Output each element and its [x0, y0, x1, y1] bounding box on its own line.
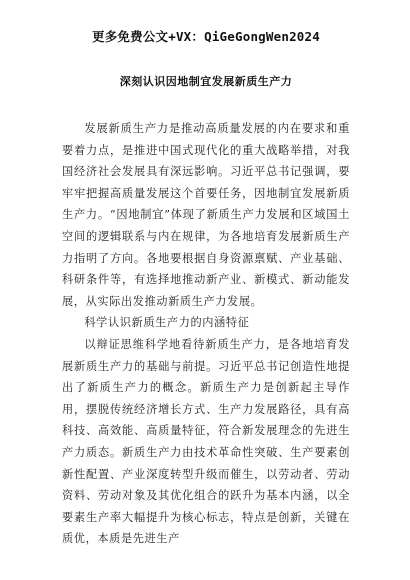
- paragraph-section-1: 以辩证思维科学地看待新质生产力，是各地培育发展新质生产力的基础与前提。习近平总书记创造性地提出了新质生产力的概念。新质生产力是创新起主导作用，摆脱传统经济增长方式、生产力发展路径，具有高科技、高效能、高质量特征，符合新发展理念的先进生产力质态。新质生产力由技术革命性突破、生产要素创新性配置、产业深度转型升级而催生，以劳动者、劳动资料、劳动对象及其优化组合的跃升为基本内涵，以全要素生产率大幅提升为核心标志，特点是创新，关键在质优，本质是先进生产: [62, 337, 350, 546]
- paragraph-intro: 发展新质生产力是推动高质量发展的内在要求和重要着力点，是推进中国式现代化的重大战略举措，对我国经济社会发展具有深远影响。习近平总书记强调，要牢牢把握高质量发展这个首要任务，因地制宜发展新质生产力。“因地制宜”体现了新质生产力发展和区域国土空间的逻辑联系与内在规律，为各地培育发展新质生产力指明了方向。各地要根据自身资源禀赋、产业基础、科研条件等，有选择地推动新产业、新模式、新动能发展，从实际出发推动新质生产力发展。: [62, 122, 350, 308]
- section-subheading: 科学认识新质生产力的内涵特征: [84, 316, 250, 330]
- watermark-header: 更多免费公文+VX：QiGeGongWen2024: [92, 29, 320, 44]
- document-title: 深刻认识因地制宜发展新质生产力: [119, 75, 293, 88]
- document-body: [62, 118, 350, 550]
